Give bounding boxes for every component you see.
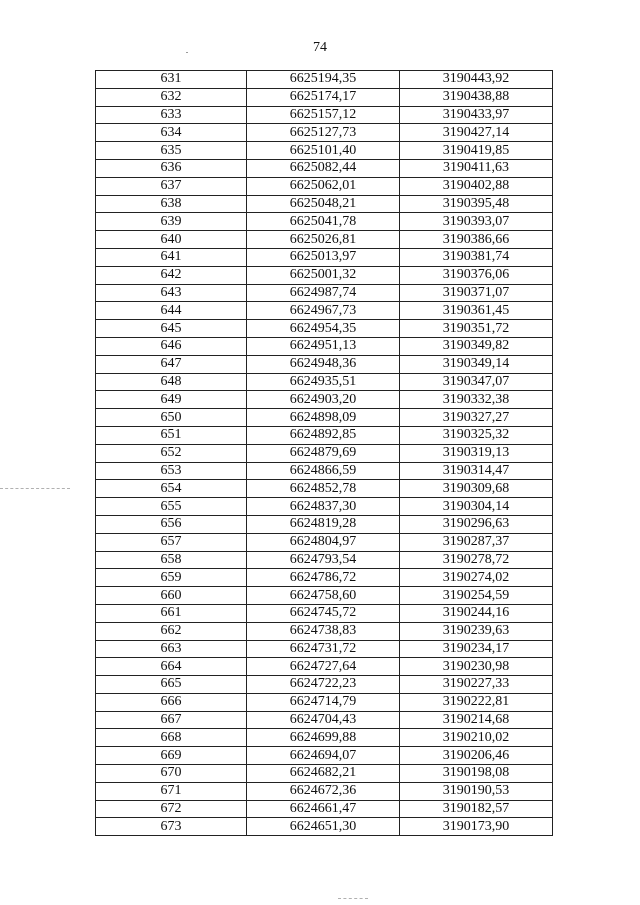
y-coordinate-cell: 3190402,88 (400, 177, 553, 195)
table-row (96, 480, 553, 498)
coordinates-table-body (96, 71, 553, 836)
x-coordinate-cell: 6625041,78 (247, 213, 400, 231)
point-number-cell: 639 (96, 213, 247, 231)
y-coordinate-cell: 3190190,53 (400, 782, 553, 800)
y-coordinate-cell: 3190386,66 (400, 231, 553, 249)
table-row (96, 622, 553, 640)
y-coordinate-cell: 3190230,98 (400, 658, 553, 676)
y-coordinate-cell: 3190227,33 (400, 676, 553, 694)
x-coordinate-cell: 6624672,36 (247, 782, 400, 800)
y-coordinate-cell: 3190332,38 (400, 391, 553, 409)
point-number-cell: 636 (96, 159, 247, 177)
table-row (96, 747, 553, 765)
y-coordinate-cell: 3190222,81 (400, 693, 553, 711)
table-row (96, 729, 553, 747)
x-coordinate-cell: 6624722,23 (247, 676, 400, 694)
table-row (96, 782, 553, 800)
table-row (96, 195, 553, 213)
table-row (96, 658, 553, 676)
point-number-cell: 645 (96, 320, 247, 338)
y-coordinate-cell: 3190361,45 (400, 302, 553, 320)
table-row (96, 604, 553, 622)
point-number-cell: 672 (96, 800, 247, 818)
x-coordinate-cell: 6625174,17 (247, 88, 400, 106)
x-coordinate-cell: 6624987,74 (247, 284, 400, 302)
point-number-cell: 668 (96, 729, 247, 747)
table-row (96, 676, 553, 694)
scan-artifact-line-left (0, 488, 70, 489)
y-coordinate-cell: 3190314,47 (400, 462, 553, 480)
x-coordinate-cell: 6624903,20 (247, 391, 400, 409)
coordinates-table (95, 70, 553, 836)
table-row (96, 693, 553, 711)
table-row (96, 302, 553, 320)
y-coordinate-cell: 3190393,07 (400, 213, 553, 231)
point-number-cell: 644 (96, 302, 247, 320)
y-coordinate-cell: 3190325,32 (400, 426, 553, 444)
point-number-cell: 671 (96, 782, 247, 800)
y-coordinate-cell: 3190206,46 (400, 747, 553, 765)
x-coordinate-cell: 6624714,79 (247, 693, 400, 711)
table-row (96, 213, 553, 231)
x-coordinate-cell: 6624786,72 (247, 569, 400, 587)
y-coordinate-cell: 3190371,07 (400, 284, 553, 302)
table-row (96, 533, 553, 551)
point-number-cell: 669 (96, 747, 247, 765)
point-number-cell: 666 (96, 693, 247, 711)
point-number-cell: 658 (96, 551, 247, 569)
point-number-cell: 647 (96, 355, 247, 373)
point-number-cell: 651 (96, 426, 247, 444)
x-coordinate-cell: 6624852,78 (247, 480, 400, 498)
point-number-cell: 638 (96, 195, 247, 213)
table-row (96, 142, 553, 160)
point-number-cell: 637 (96, 177, 247, 195)
table-row (96, 106, 553, 124)
y-coordinate-cell: 3190419,85 (400, 142, 553, 160)
y-coordinate-cell: 3190173,90 (400, 818, 553, 836)
table-row (96, 800, 553, 818)
x-coordinate-cell: 6624661,47 (247, 800, 400, 818)
table-row (96, 640, 553, 658)
point-number-cell: 646 (96, 337, 247, 355)
x-coordinate-cell: 6624804,97 (247, 533, 400, 551)
table-row (96, 124, 553, 142)
scan-artifact-line-bottom (338, 898, 368, 899)
point-number-cell: 654 (96, 480, 247, 498)
x-coordinate-cell: 6625026,81 (247, 231, 400, 249)
point-number-cell: 635 (96, 142, 247, 160)
table-row (96, 569, 553, 587)
point-number-cell: 656 (96, 515, 247, 533)
y-coordinate-cell: 3190433,97 (400, 106, 553, 124)
point-number-cell: 663 (96, 640, 247, 658)
point-number-cell: 640 (96, 231, 247, 249)
table-row (96, 462, 553, 480)
point-number-cell: 670 (96, 765, 247, 783)
y-coordinate-cell: 3190347,07 (400, 373, 553, 391)
x-coordinate-cell: 6624682,21 (247, 765, 400, 783)
x-coordinate-cell: 6625048,21 (247, 195, 400, 213)
x-coordinate-cell: 6625001,32 (247, 266, 400, 284)
y-coordinate-cell: 3190239,63 (400, 622, 553, 640)
y-coordinate-cell: 3190319,13 (400, 444, 553, 462)
point-number-cell: 650 (96, 409, 247, 427)
point-number-cell: 655 (96, 498, 247, 516)
table-row (96, 587, 553, 605)
table-row (96, 337, 553, 355)
x-coordinate-cell: 6624935,51 (247, 373, 400, 391)
y-coordinate-cell: 3190349,14 (400, 355, 553, 373)
y-coordinate-cell: 3190182,57 (400, 800, 553, 818)
table-row (96, 159, 553, 177)
y-coordinate-cell: 3190395,48 (400, 195, 553, 213)
table-row (96, 765, 553, 783)
point-number-cell: 653 (96, 462, 247, 480)
y-coordinate-cell: 3190287,37 (400, 533, 553, 551)
table-row (96, 266, 553, 284)
point-number-cell: 662 (96, 622, 247, 640)
point-number-cell: 660 (96, 587, 247, 605)
x-coordinate-cell: 6624951,13 (247, 337, 400, 355)
y-coordinate-cell: 3190427,14 (400, 124, 553, 142)
x-coordinate-cell: 6624731,72 (247, 640, 400, 658)
x-coordinate-cell: 6624651,30 (247, 818, 400, 836)
table-row (96, 373, 553, 391)
x-coordinate-cell: 6625194,35 (247, 71, 400, 89)
point-number-cell: 665 (96, 676, 247, 694)
table-row (96, 551, 553, 569)
table-row (96, 320, 553, 338)
scan-artifact-dot (186, 52, 188, 53)
point-number-cell: 641 (96, 248, 247, 266)
point-number-cell: 667 (96, 711, 247, 729)
y-coordinate-cell: 3190304,14 (400, 498, 553, 516)
point-number-cell: 649 (96, 391, 247, 409)
y-coordinate-cell: 3190443,92 (400, 71, 553, 89)
x-coordinate-cell: 6625013,97 (247, 248, 400, 266)
x-coordinate-cell: 6624819,28 (247, 515, 400, 533)
y-coordinate-cell: 3190381,74 (400, 248, 553, 266)
table-row (96, 498, 553, 516)
table-row (96, 444, 553, 462)
y-coordinate-cell: 3190214,68 (400, 711, 553, 729)
x-coordinate-cell: 6624954,35 (247, 320, 400, 338)
table-row (96, 231, 553, 249)
y-coordinate-cell: 3190376,06 (400, 266, 553, 284)
x-coordinate-cell: 6624967,73 (247, 302, 400, 320)
y-coordinate-cell: 3190349,82 (400, 337, 553, 355)
table-row (96, 284, 553, 302)
x-coordinate-cell: 6624738,83 (247, 622, 400, 640)
y-coordinate-cell: 3190309,68 (400, 480, 553, 498)
y-coordinate-cell: 3190278,72 (400, 551, 553, 569)
x-coordinate-cell: 6624704,43 (247, 711, 400, 729)
x-coordinate-cell: 6625101,40 (247, 142, 400, 160)
point-number-cell: 633 (96, 106, 247, 124)
x-coordinate-cell: 6625062,01 (247, 177, 400, 195)
y-coordinate-cell: 3190234,17 (400, 640, 553, 658)
y-coordinate-cell: 3190296,63 (400, 515, 553, 533)
page-number: 74 (313, 40, 327, 55)
y-coordinate-cell: 3190438,88 (400, 88, 553, 106)
table-row (96, 409, 553, 427)
x-coordinate-cell: 6624837,30 (247, 498, 400, 516)
table-row (96, 71, 553, 89)
x-coordinate-cell: 6624694,07 (247, 747, 400, 765)
y-coordinate-cell: 3190210,02 (400, 729, 553, 747)
point-number-cell: 661 (96, 604, 247, 622)
point-number-cell: 664 (96, 658, 247, 676)
table-row (96, 177, 553, 195)
table-row (96, 818, 553, 836)
y-coordinate-cell: 3190411,63 (400, 159, 553, 177)
y-coordinate-cell: 3190327,27 (400, 409, 553, 427)
y-coordinate-cell: 3190351,72 (400, 320, 553, 338)
x-coordinate-cell: 6624699,88 (247, 729, 400, 747)
point-number-cell: 652 (96, 444, 247, 462)
x-coordinate-cell: 6625157,12 (247, 106, 400, 124)
x-coordinate-cell: 6624758,60 (247, 587, 400, 605)
x-coordinate-cell: 6624866,59 (247, 462, 400, 480)
y-coordinate-cell: 3190254,59 (400, 587, 553, 605)
point-number-cell: 643 (96, 284, 247, 302)
y-coordinate-cell: 3190198,08 (400, 765, 553, 783)
point-number-cell: 659 (96, 569, 247, 587)
point-number-cell: 642 (96, 266, 247, 284)
x-coordinate-cell: 6624948,36 (247, 355, 400, 373)
x-coordinate-cell: 6625082,44 (247, 159, 400, 177)
x-coordinate-cell: 6624745,72 (247, 604, 400, 622)
point-number-cell: 631 (96, 71, 247, 89)
table-row (96, 391, 553, 409)
y-coordinate-cell: 3190274,02 (400, 569, 553, 587)
table-row (96, 426, 553, 444)
x-coordinate-cell: 6624727,64 (247, 658, 400, 676)
table-row (96, 355, 553, 373)
point-number-cell: 657 (96, 533, 247, 551)
point-number-cell: 632 (96, 88, 247, 106)
table-row (96, 515, 553, 533)
table-row (96, 248, 553, 266)
x-coordinate-cell: 6624892,85 (247, 426, 400, 444)
x-coordinate-cell: 6624898,09 (247, 409, 400, 427)
table-row (96, 88, 553, 106)
point-number-cell: 673 (96, 818, 247, 836)
y-coordinate-cell: 3190244,16 (400, 604, 553, 622)
x-coordinate-cell: 6624793,54 (247, 551, 400, 569)
x-coordinate-cell: 6625127,73 (247, 124, 400, 142)
point-number-cell: 634 (96, 124, 247, 142)
x-coordinate-cell: 6624879,69 (247, 444, 400, 462)
table-row (96, 711, 553, 729)
point-number-cell: 648 (96, 373, 247, 391)
